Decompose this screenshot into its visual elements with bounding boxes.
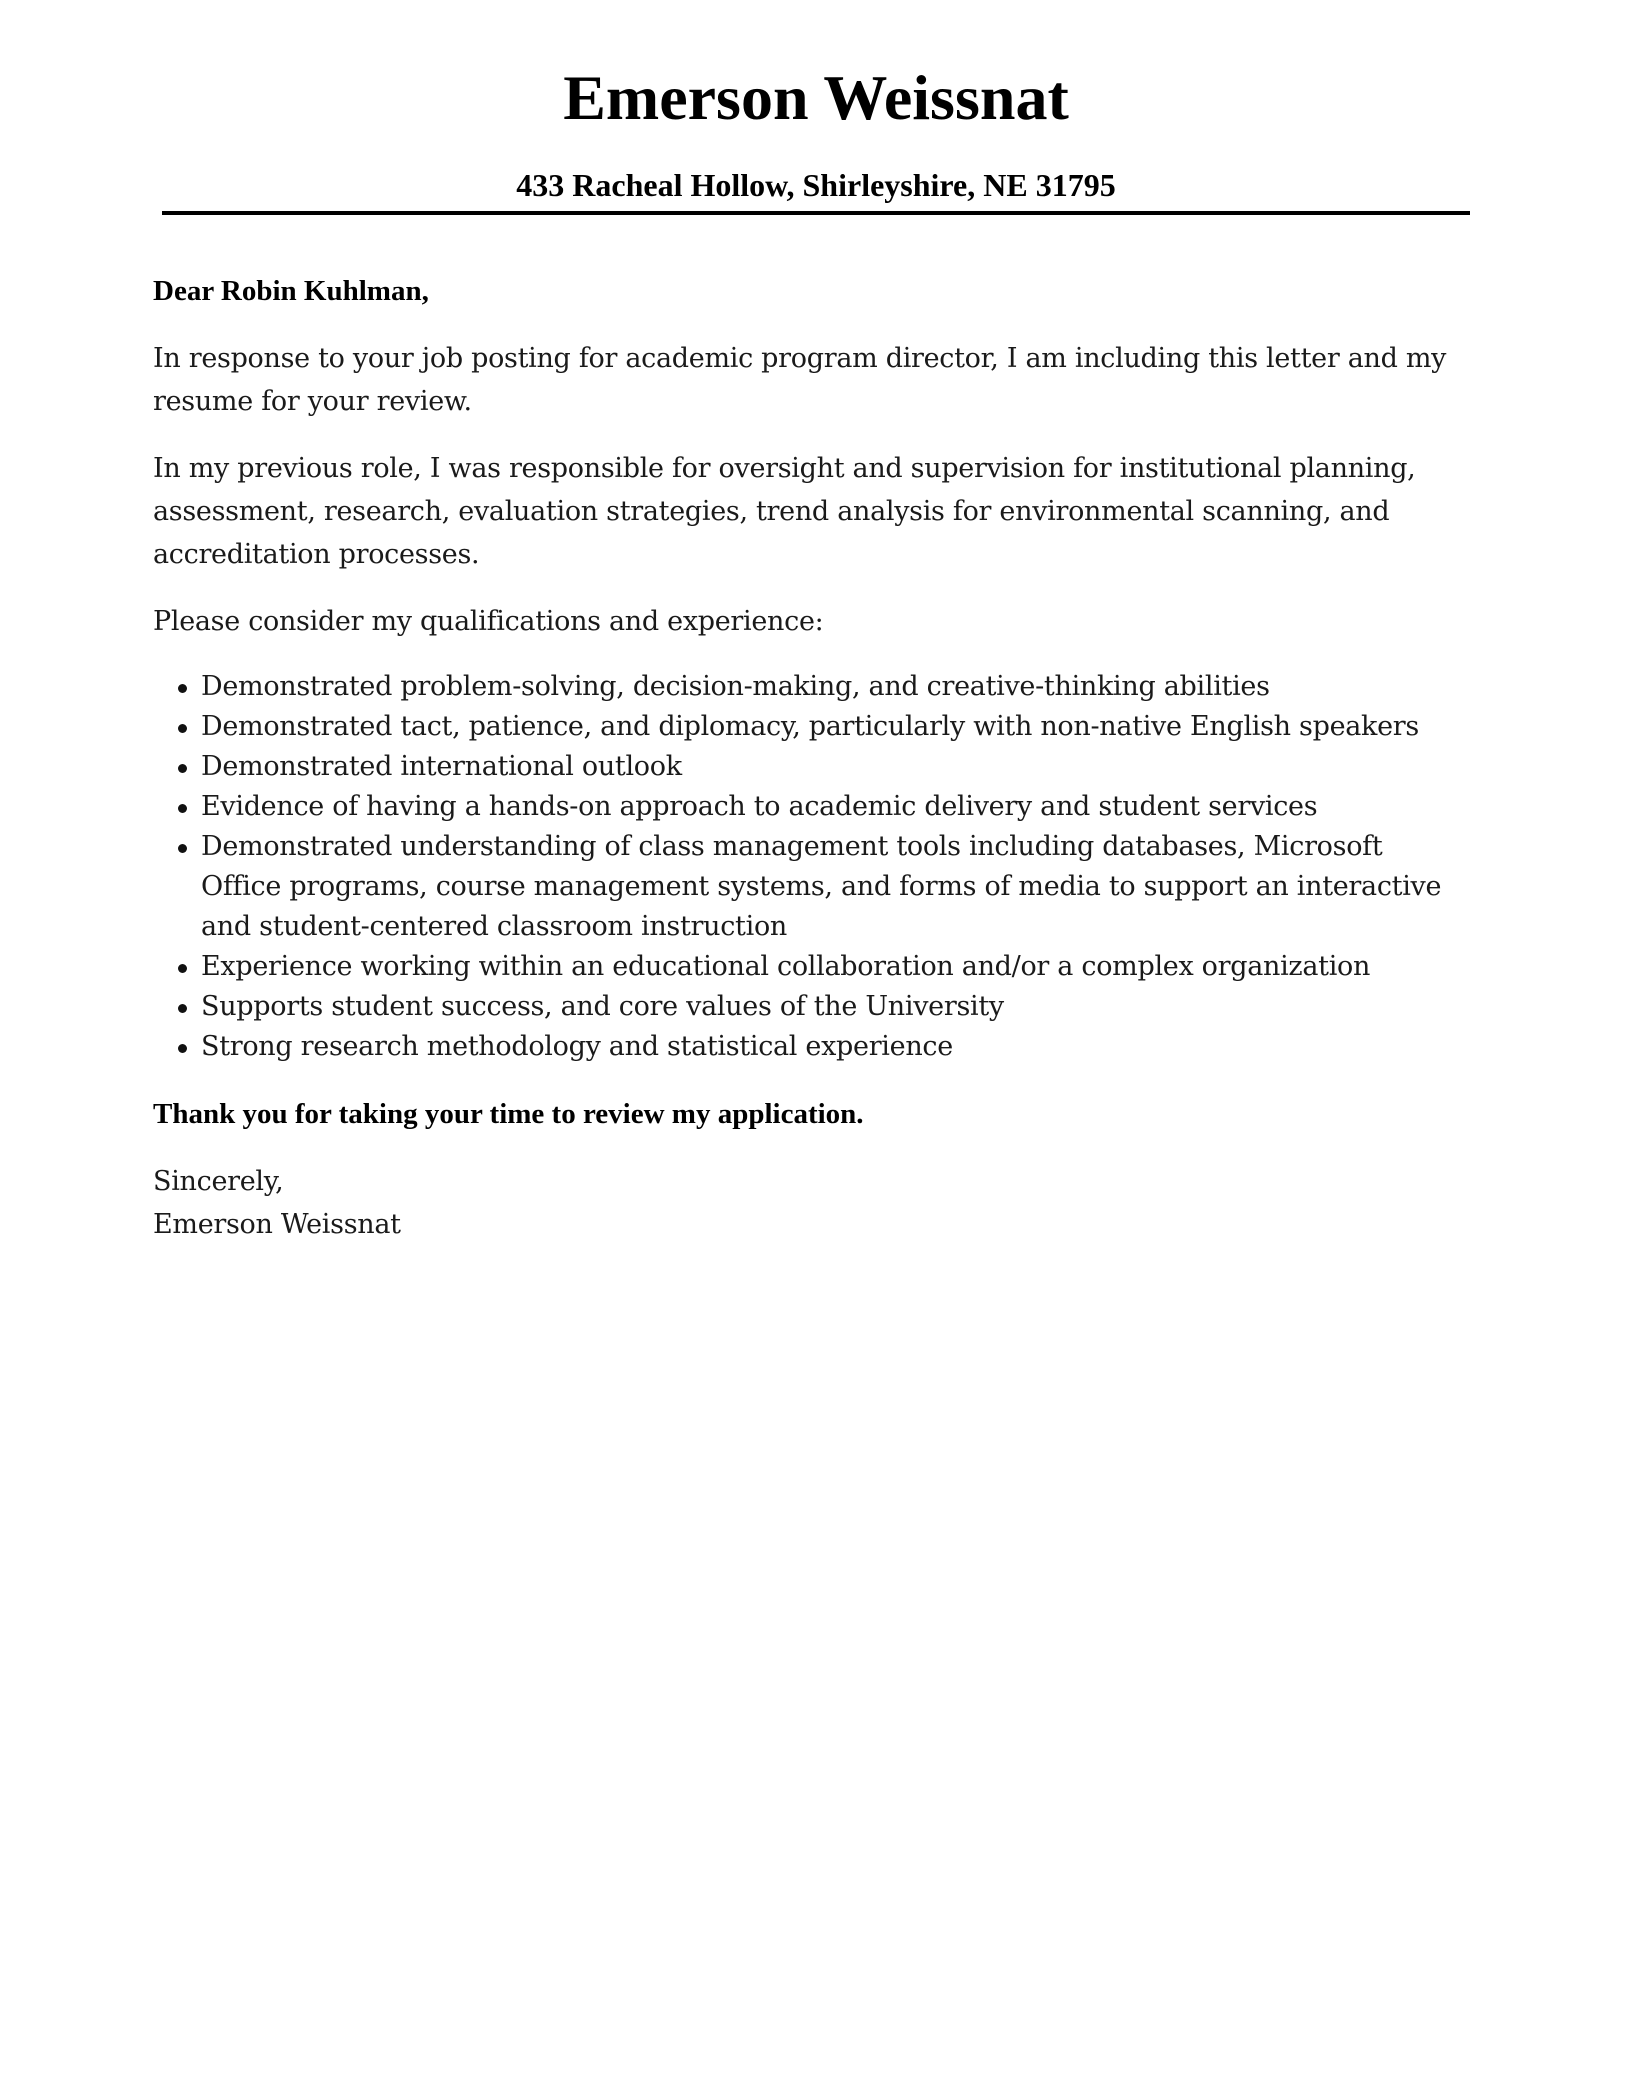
- sender-name: Emerson Weissnat: [563, 62, 1069, 133]
- list-item-text: Demonstrated problem-solving, decision-making, and creative-thinking abilities: [201, 671, 1270, 702]
- list-item: [153, 987, 1453, 1027]
- list-item-text: Demonstrated international outlook: [201, 751, 682, 782]
- bullet-icon: [178, 964, 187, 973]
- bullet-icon: [178, 844, 187, 853]
- list-item-text: Demonstrated understanding of class management tools including databases, Microsoft Office programs, course management systems, and forms of media to support an interactive and student-centered classroom instruction: [201, 831, 1442, 942]
- list-item-text: Supports student success, and core values of the University: [201, 991, 1004, 1022]
- intro-paragraph: In response to your job posting for academic program director, I am including this letter and my resume for your review.: [153, 343, 1447, 417]
- list-item: [153, 707, 1453, 747]
- signature-name: Emerson Weissnat: [153, 1209, 401, 1240]
- list-item-text: Strong research methodology and statistical experience: [201, 1031, 953, 1062]
- salutation: Dear Robin Kuhlman,: [153, 275, 429, 307]
- header-divider: [162, 211, 1470, 215]
- bullet-icon: [178, 764, 187, 773]
- list-item: [153, 827, 1453, 947]
- letter-body: [153, 270, 1453, 1246]
- qualifications-intro: Please consider my qualifications and experience:: [153, 606, 824, 637]
- bullet-icon: [178, 804, 187, 813]
- list-item: [153, 1027, 1453, 1067]
- list-item: [153, 747, 1453, 787]
- list-item-text: Demonstrated tact, patience, and diplomacy, particularly with non-native English speakers: [201, 711, 1419, 742]
- bullet-icon: [178, 1004, 187, 1013]
- sender-address: 433 Racheal Hollow, Shirleyshire, NE 31795: [516, 167, 1116, 203]
- signoff: Sincerely,: [153, 1166, 284, 1197]
- list-item: [153, 947, 1453, 987]
- list-item-text: Evidence of having a hands-on approach to academic delivery and student services: [201, 791, 1318, 822]
- bullet-icon: [178, 1044, 187, 1053]
- list-item-text: Experience working within an educational collaboration and/or a complex organization: [201, 951, 1371, 982]
- bullet-icon: [178, 684, 187, 693]
- qualifications-list: [153, 667, 1453, 1067]
- experience-paragraph: In my previous role, I was responsible for oversight and supervision for institutional planning, assessment, research, evaluation strategies, trend analysis for environmental scanning, and accreditation processes.: [153, 453, 1416, 570]
- letter-header: [162, 58, 1470, 203]
- closing-line: Thank you for taking your time to review my application.: [153, 1098, 864, 1130]
- list-item: [153, 787, 1453, 827]
- bullet-icon: [178, 724, 187, 733]
- list-item: [153, 667, 1453, 707]
